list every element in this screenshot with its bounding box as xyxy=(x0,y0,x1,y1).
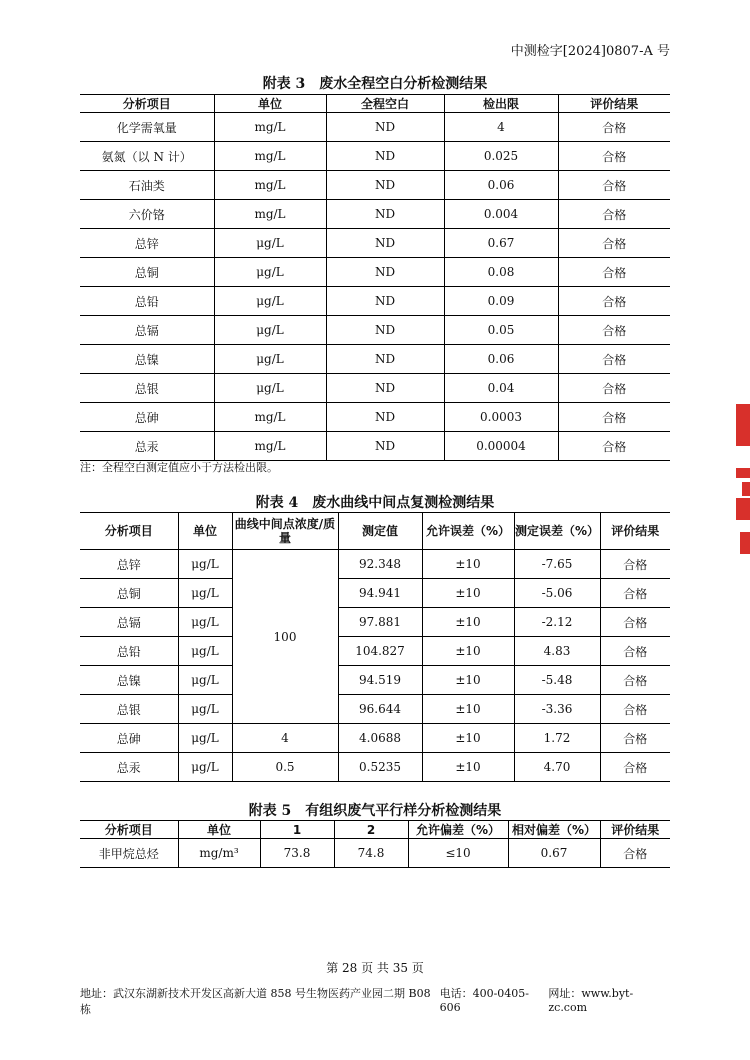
table-cell: 总银 xyxy=(80,374,214,403)
table-cell: 总锌 xyxy=(116,557,141,572)
table4-header-cell: 测定误差（%） xyxy=(514,513,600,550)
table-cell: ND xyxy=(326,200,444,229)
table-cell: μg/L xyxy=(178,695,232,724)
table-cell: 94.519 xyxy=(338,666,422,695)
table-cell: 0.5235 xyxy=(338,753,422,782)
table-cell: μg/L xyxy=(214,374,326,403)
table-cell: 合格 xyxy=(600,695,670,724)
table-cell: 非甲烷总烃 xyxy=(98,846,159,861)
table-cell: ND xyxy=(326,287,444,316)
table-row xyxy=(80,171,670,200)
table-cell: ND xyxy=(326,403,444,432)
table-cell: ND xyxy=(326,229,444,258)
table-cell: 合格 xyxy=(558,403,670,432)
table-cell: 74.8 xyxy=(334,839,408,868)
table-cell: μg/L xyxy=(178,579,232,608)
table-cell: 合格 xyxy=(600,839,670,868)
table-cell: 合格 xyxy=(558,142,670,171)
table-cell: μg/L xyxy=(214,316,326,345)
table-cell: 总铜 xyxy=(80,579,178,608)
table3-header-cell: 单位 xyxy=(214,95,326,113)
table-cell: 合格 xyxy=(600,579,670,608)
table-cell: 1.72 xyxy=(514,724,600,753)
table-cell: 合格 xyxy=(600,608,670,637)
table-cell: ND xyxy=(326,316,444,345)
table-cell: ≤10 xyxy=(408,839,508,868)
page-footer xyxy=(80,985,670,1017)
table-cell: μg/L xyxy=(178,724,232,753)
table-cell: 97.881 xyxy=(338,608,422,637)
table-cell: 0.08 xyxy=(444,258,558,287)
table-cell: mg/L xyxy=(214,432,326,461)
footer-address: 地址：武汉东湖新技术开发区高新大道 858 号生物医药产业园二期 B08 栋 xyxy=(80,987,431,1016)
table-cell: 0.09 xyxy=(444,287,558,316)
table4-header-cell: 测定值 xyxy=(338,513,422,550)
table-cell: 0.67 xyxy=(444,229,558,258)
footer-phone: 电话：400-0405-606 xyxy=(439,987,530,1014)
table-cell: 总镉 xyxy=(80,608,178,637)
table-cell: 合格 xyxy=(558,287,670,316)
table-cell: 合格 xyxy=(558,229,670,258)
table-cell: 总银 xyxy=(80,695,178,724)
table3-note: 注：全程空白测定值应小于方法检出限。 xyxy=(80,461,278,474)
table-cell: 4 xyxy=(232,724,338,753)
table-row xyxy=(80,258,670,287)
table-cell: -7.65 xyxy=(514,550,600,579)
table-row xyxy=(80,637,670,666)
table4-header-row xyxy=(80,513,670,550)
table-cell: 0.67 xyxy=(508,839,600,868)
table3-header-cell: 检出限 xyxy=(444,95,558,113)
table-cell: 合格 xyxy=(558,171,670,200)
table-cell: 总铅 xyxy=(80,637,178,666)
merged-concentration-cell: 100 xyxy=(232,550,338,724)
table-cell: 石油类 xyxy=(80,171,214,200)
table-row xyxy=(80,200,670,229)
table-cell: ND xyxy=(326,374,444,403)
table-cell: 总镍 xyxy=(80,345,214,374)
table-cell: μg/L xyxy=(214,258,326,287)
table-cell: -3.36 xyxy=(514,695,600,724)
table-row xyxy=(80,724,670,753)
table-row xyxy=(80,374,670,403)
table-row xyxy=(80,113,670,142)
table4-header-cell: 允许误差（%） xyxy=(422,513,514,550)
table-cell: mg/L xyxy=(214,200,326,229)
table-cell: mg/L xyxy=(214,142,326,171)
table-row xyxy=(80,839,670,868)
table5-header-cell: 2 xyxy=(334,821,408,839)
table-cell: 合格 xyxy=(600,550,670,579)
table3-header-cell: 全程空白 xyxy=(326,95,444,113)
table-cell: mg/m³ xyxy=(178,839,260,868)
table3-blank-analysis xyxy=(80,94,670,461)
table-cell: 合格 xyxy=(600,637,670,666)
table-cell: 合格 xyxy=(558,200,670,229)
table-row xyxy=(80,666,670,695)
table-cell: μg/L xyxy=(214,229,326,258)
table-cell: μg/L xyxy=(178,550,232,579)
table-cell: 73.8 xyxy=(260,839,334,868)
table-cell: ±10 xyxy=(422,637,514,666)
table-row xyxy=(80,695,670,724)
table-cell: 104.827 xyxy=(338,637,422,666)
table-cell: 0.06 xyxy=(444,171,558,200)
table-cell: 总镍 xyxy=(80,666,178,695)
table-cell: 4.83 xyxy=(514,637,600,666)
table-cell: ±10 xyxy=(422,550,514,579)
table-cell: 总镉 xyxy=(80,316,214,345)
table-cell: ND xyxy=(326,345,444,374)
table-row xyxy=(80,550,670,579)
table5-header-cell: 1 xyxy=(260,821,334,839)
table3-header-cell: 分析项目 xyxy=(80,95,214,113)
table-cell: ±10 xyxy=(422,666,514,695)
table-cell: 合格 xyxy=(600,666,670,695)
table-row xyxy=(80,287,670,316)
table-cell: 4 xyxy=(444,113,558,142)
table5-header-cell: 允许偏差（%） xyxy=(408,821,508,839)
table-cell: 总砷 xyxy=(80,724,178,753)
table-row xyxy=(80,142,670,171)
table-cell: 0.04 xyxy=(444,374,558,403)
table-cell: 总汞 xyxy=(80,753,178,782)
table-row xyxy=(80,579,670,608)
table-cell: 总铅 xyxy=(80,287,214,316)
table-cell: 0.06 xyxy=(444,345,558,374)
table-cell: ND xyxy=(326,142,444,171)
report-number: 中测检字[2024]0807-A 号 xyxy=(510,44,670,59)
footer-website: 网址：www.byt-zc.com xyxy=(548,987,634,1014)
seal-fragment xyxy=(736,396,750,566)
table-cell: 4.70 xyxy=(514,753,600,782)
table-row xyxy=(80,608,670,637)
table-cell: ND xyxy=(326,432,444,461)
table-cell: μg/L xyxy=(178,637,232,666)
table-cell: 总铜 xyxy=(80,258,214,287)
table4-header-cell: 曲线中间点浓度/质量 xyxy=(232,513,338,550)
table-cell: 总锌 xyxy=(80,229,214,258)
table-cell: 92.348 xyxy=(338,550,422,579)
table4-caption: 附表 4 废水曲线中间点复测检测结果 xyxy=(255,495,495,511)
table-cell: μg/L xyxy=(214,287,326,316)
table5-parallel-sample xyxy=(80,820,670,868)
table-row xyxy=(80,316,670,345)
table-cell: ND xyxy=(326,171,444,200)
table4-midpoint-retest xyxy=(80,512,670,782)
table-cell: 0.05 xyxy=(444,316,558,345)
table-cell: ±10 xyxy=(422,579,514,608)
table-cell: ±10 xyxy=(422,608,514,637)
table-cell: 合格 xyxy=(600,753,670,782)
table-cell: 合格 xyxy=(558,316,670,345)
table-cell: 4.0688 xyxy=(338,724,422,753)
table-cell: 合格 xyxy=(558,432,670,461)
table3-header-cell: 评价结果 xyxy=(558,95,670,113)
table-cell: ND xyxy=(326,258,444,287)
table-cell: mg/L xyxy=(214,171,326,200)
table3-header-row xyxy=(80,95,670,113)
table-row xyxy=(80,403,670,432)
table-cell: 六价铬 xyxy=(80,200,214,229)
table5-header-cell: 单位 xyxy=(178,821,260,839)
table-cell: mg/L xyxy=(214,113,326,142)
table-row xyxy=(80,229,670,258)
table-cell: μg/L xyxy=(178,753,232,782)
table-cell: μg/L xyxy=(178,666,232,695)
table5-header-row xyxy=(80,821,670,839)
table4-header-cell: 评价结果 xyxy=(600,513,670,550)
table-cell: 合格 xyxy=(558,374,670,403)
table-cell: -5.06 xyxy=(514,579,600,608)
table4-header-cell: 单位 xyxy=(178,513,232,550)
table-cell: 氨氮（以 N 计） xyxy=(80,142,214,171)
table3-caption: 附表 3 废水全程空白分析检测结果 xyxy=(262,76,488,92)
table-cell: -2.12 xyxy=(514,608,600,637)
table5-caption: 附表 5 有组织废气平行样分析检测结果 xyxy=(248,803,502,819)
table-cell: 合格 xyxy=(558,113,670,142)
table-cell: ±10 xyxy=(422,695,514,724)
table5-header-cell: 分析项目 xyxy=(80,821,178,839)
table-cell: 0.025 xyxy=(444,142,558,171)
table-cell: mg/L xyxy=(214,403,326,432)
table5-header-cell: 评价结果 xyxy=(600,821,670,839)
table-row xyxy=(80,345,670,374)
table-row xyxy=(80,432,670,461)
table-cell: 0.00004 xyxy=(444,432,558,461)
table-cell: 合格 xyxy=(558,345,670,374)
table-cell: 总砷 xyxy=(80,403,214,432)
table-cell: ±10 xyxy=(422,724,514,753)
table-cell: 94.941 xyxy=(338,579,422,608)
table-cell: μg/L xyxy=(178,608,232,637)
table4-header-cell: 分析项目 xyxy=(80,513,178,550)
table-cell: 合格 xyxy=(600,724,670,753)
table5-header-cell: 相对偏差（%） xyxy=(508,821,600,839)
table-cell: 96.644 xyxy=(338,695,422,724)
table-cell: 0.5 xyxy=(232,753,338,782)
table-cell: 0.004 xyxy=(444,200,558,229)
table-cell: -5.48 xyxy=(514,666,600,695)
page-number: 第 28 页 共 35 页 xyxy=(326,961,424,975)
table-cell: 化学需氧量 xyxy=(116,120,177,135)
table-cell: 合格 xyxy=(558,258,670,287)
table-cell: 0.0003 xyxy=(444,403,558,432)
table-row xyxy=(80,753,670,782)
table-cell: ND xyxy=(326,113,444,142)
table-cell: μg/L xyxy=(214,345,326,374)
table-cell: 总汞 xyxy=(80,432,214,461)
table-cell: ±10 xyxy=(422,753,514,782)
